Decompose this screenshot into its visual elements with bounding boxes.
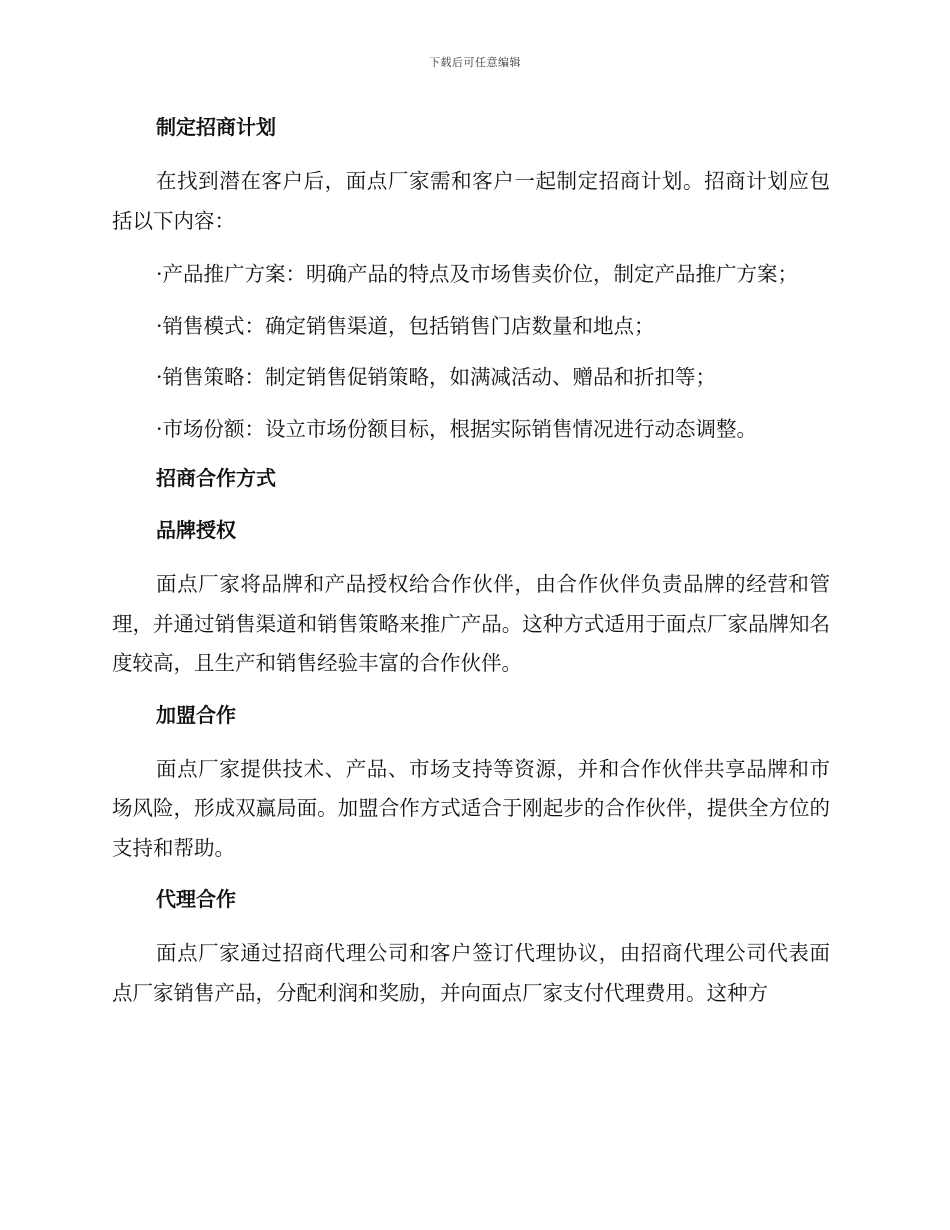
bullet-marker: · <box>156 416 163 441</box>
list-item-text: 市场份额：设立市场份额目标，根据实际销售情况进行动态调整。 <box>162 416 758 441</box>
bullet-marker: · <box>156 313 163 338</box>
document-body <box>112 110 830 1027</box>
subsection-heading-franchise: 加盟合作 <box>156 702 236 727</box>
list-item-text: 产品推广方案：明确产品的特点及市场售卖价位，制定产品推广方案； <box>162 262 799 286</box>
subsection-heading-brand: 品牌授权 <box>156 518 236 542</box>
list-item <box>112 358 830 398</box>
subsection-heading-agency: 代理合作 <box>156 887 236 911</box>
brand-paragraph: 面点厂家将品牌和产品授权给合作伙伴，由合作伙伴负责品牌的经营和管理，并通过销售渠道和销售策略来推广产品。这种方式适用于面点厂家品牌知名度较高，且生产和销售经验丰富的合作伙伴。 <box>112 572 830 675</box>
page-header-note: 下载后可任意编辑 <box>429 56 521 69</box>
list-item <box>112 255 830 295</box>
franchise-paragraph: 面点厂家提供技术、产品、市场支持等资源，并和合作伙伴共享品牌和市场风险，形成双赢局面。加盟合作方式适合于刚起步的合作伙伴，提供全方位的支持和帮助。 <box>112 756 830 860</box>
bullet-marker: · <box>156 262 163 286</box>
section-heading-cooperation: 招商合作方式 <box>156 466 276 490</box>
list-item <box>112 307 830 347</box>
list-item-text: 销售模式：确定销售渠道，包括销售门店数量和地点； <box>162 313 655 338</box>
agency-paragraph: 面点厂家通过招商代理公司和客户签订代理协议，由招商代理公司代表面点厂家销售产品，分配利润和奖励，并向面点厂家支付代理费用。这种方 <box>112 941 830 1005</box>
list-item <box>112 410 830 450</box>
list-item-text: 销售策略：制定销售促销策略，如满减活动、赠品和折扣等； <box>162 365 717 389</box>
section-heading-plan: 制定招商计划 <box>156 115 276 139</box>
plan-intro-paragraph: 在找到潜在客户后，面点厂家需和客户一起制定招商计划。招商计划应包括以下内容： <box>112 169 830 233</box>
bullet-marker: · <box>156 365 163 389</box>
